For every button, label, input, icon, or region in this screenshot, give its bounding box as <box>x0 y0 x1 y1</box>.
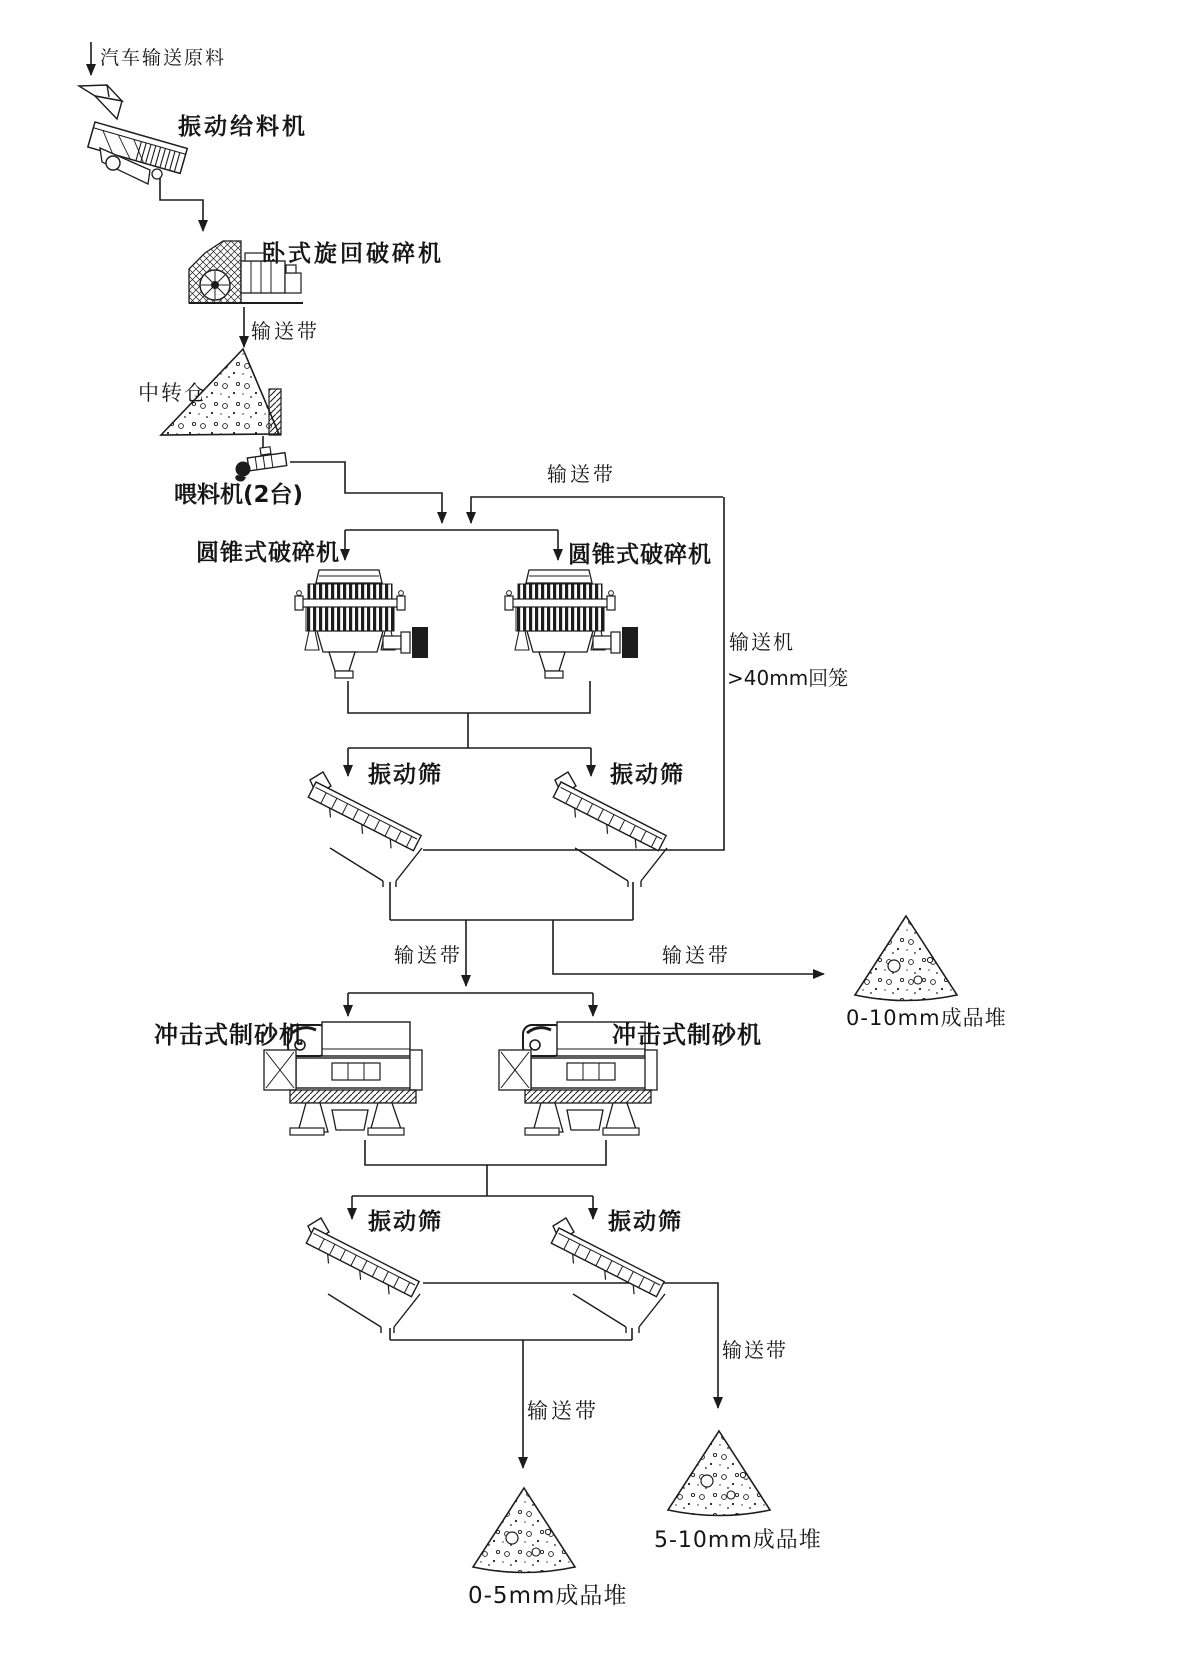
cone-crusher-right-label: 圆锥式破碎机 <box>568 542 712 568</box>
return-conveyor-spec-label: >40mm回笼 <box>727 666 849 690</box>
return-conveyor-name-label: 输送机 <box>729 630 795 654</box>
return-feed-conveyor-label: 输送带 <box>547 462 616 486</box>
line-return-to-split <box>471 497 723 523</box>
vibrating-feeder-label: 振动给料机 <box>178 114 308 140</box>
cone-crusher-left-machine <box>295 570 428 678</box>
feeder-machine <box>235 445 287 482</box>
conveyor-to-fine-pile-label: 输送带 <box>527 1399 599 1423</box>
feeders-label: 喂料机(2台) <box>174 482 304 508</box>
line-feeder-to-split <box>290 462 442 523</box>
screen-1-left-label: 振动筛 <box>368 762 443 788</box>
gyratory-crusher-label: 卧式旋回破碎机 <box>262 241 444 267</box>
conveyor-to-coarse-pile-label: 输送带 <box>662 943 731 967</box>
medium-pile-label: 5-10mm成品堆 <box>654 1528 822 1553</box>
vibrating-screen-1-left <box>305 772 422 887</box>
funnel2-outlets <box>390 1328 632 1340</box>
funnel1-outlets <box>390 882 633 920</box>
conveyor-to-sand-makers-label: 输送带 <box>394 943 463 967</box>
screen-2-left-label: 振动筛 <box>368 1209 443 1235</box>
raw-material-label: 汽车输送原料 <box>100 47 227 69</box>
screen-1-right-label: 振动筛 <box>610 762 685 788</box>
merge-sandmaker-outputs <box>365 1140 606 1196</box>
cone-crusher-right-machine <box>505 570 638 678</box>
conveyor-to-bin-label: 输送带 <box>251 319 320 343</box>
conveyor-to-medium-pile-label: 输送带 <box>722 1338 788 1362</box>
line-to-medium-pile <box>423 1283 718 1408</box>
sand-maker-left-label: 冲击式制砂机 <box>154 1021 304 1049</box>
flow-lines <box>91 42 824 1468</box>
merge-cone-outputs <box>348 681 590 748</box>
coarse-pile-label: 0-10mm成品堆 <box>846 1006 1007 1030</box>
sand-maker-right-label: 冲击式制砂机 <box>612 1021 762 1049</box>
screen-2-right-label: 振动筛 <box>608 1209 683 1235</box>
fine-product-pile <box>473 1488 575 1573</box>
line-feeder-to-gyratory <box>160 178 203 231</box>
truck-discharge-chute <box>79 85 122 119</box>
fine-pile-label: 0-5mm成品堆 <box>468 1583 628 1609</box>
coarse-product-pile <box>855 916 957 1001</box>
cone-crusher-left-label: 圆锥式破碎机 <box>196 540 340 566</box>
vibrating-screen-1-right <box>550 772 667 887</box>
vibrating-feeder-machine <box>88 122 187 184</box>
medium-product-pile <box>668 1431 770 1516</box>
transfer-bin-label: 中转仓 <box>138 381 207 405</box>
